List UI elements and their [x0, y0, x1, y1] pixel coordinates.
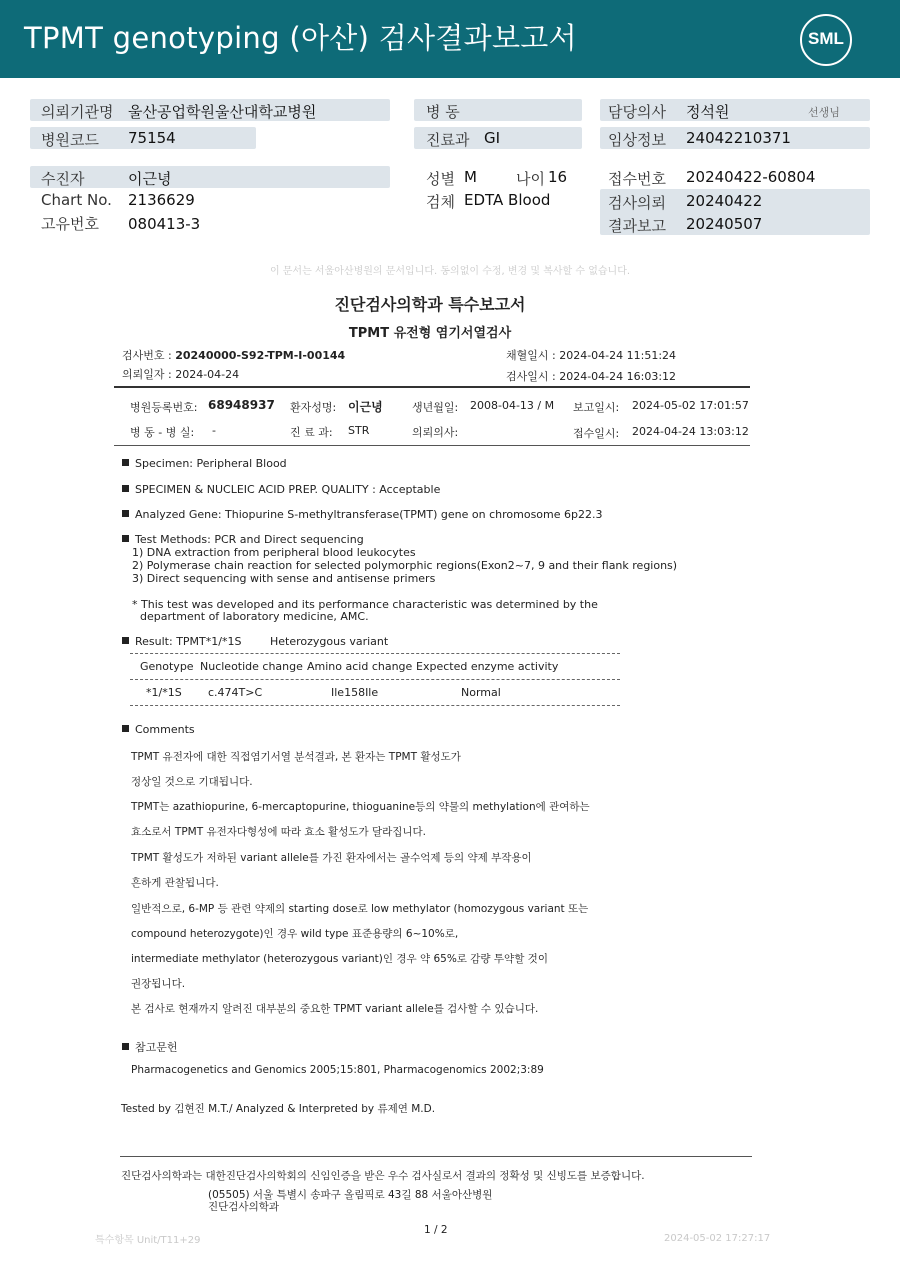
clinical-label: 임상정보	[608, 131, 666, 149]
doc-dept-label: 진 료 과:	[290, 426, 333, 439]
td-nucleotide: c.474T>C	[208, 686, 263, 699]
test-time: 검사일시 : 2024-04-24 16:03:12	[506, 370, 677, 383]
th-amino: Amino acid change	[307, 660, 413, 673]
th-nucleotide: Nucleotide change	[200, 660, 303, 673]
comment-line: 권장됩니다.	[131, 978, 186, 990]
reg-value: 68948937	[208, 398, 275, 412]
divider-footer	[120, 1156, 752, 1157]
name-label: 환자성명:	[290, 401, 337, 414]
receipt-time-label: 접수일시:	[573, 427, 620, 440]
method-2: 2) Polymerase chain reaction for selected polymorphic regions(Exon2~7, 9 and their flank regions)	[132, 559, 678, 572]
patient-value: 이근녕	[128, 170, 172, 188]
gene-text: Analyzed Gene: Thiopurine S-methyltransferase(TPMT) gene on chromosome 6p22.3	[135, 508, 603, 521]
doc-subtitle: TPMT 유전형 염기서열검사	[348, 326, 512, 341]
methods-title: Test Methods: PCR and Direct sequencing	[135, 533, 364, 546]
age-value: 16	[548, 168, 568, 186]
note-line-1: * This test was developed and its performance characteristic was determined by the	[132, 598, 598, 611]
methods-line	[122, 533, 364, 546]
result-label: Result: TPMT*1/*1S	[135, 635, 242, 648]
method-1: 1) DNA extraction from peripheral blood leukocytes	[132, 546, 416, 559]
ordering-org-label: 의뢰기관명	[41, 103, 114, 121]
ward-label: 병 동	[426, 103, 460, 121]
hospital-code-value: 75154	[128, 129, 176, 147]
bullet-icon	[122, 485, 129, 492]
quality-text: SPECIMEN & NUCLEIC ACID PREP. QUALITY : Acceptable	[135, 483, 441, 496]
comments-heading	[122, 723, 195, 736]
test-number-label: 검사번호 :	[122, 349, 172, 362]
note-line-2: department of laboratory medicine, AMC.	[140, 610, 369, 623]
report-label: 결과보고	[608, 217, 666, 235]
certification-text: 진단검사의학과는 대한진단검사의학회의 신임인증을 받은 우수 검사실로서 결과의 정확성 및 신빙도를 보증합니다.	[121, 1170, 645, 1182]
gene-line	[122, 508, 602, 521]
address-dept: 진단검사의학과	[208, 1201, 280, 1213]
comment-line: 효소로서 TPMT 유전자다형성에 따라 효소 활성도가 달라집니다.	[131, 826, 427, 838]
comment-line: TPMT 활성도가 저하된 variant allele를 가진 환자에서는 골수억제 등의 약제 부작용이	[131, 852, 532, 864]
request-value: 20240422	[686, 192, 763, 210]
doc-title: 진단검사의학과 특수보고서	[334, 295, 526, 314]
divider-top	[114, 386, 750, 388]
chart-value: 2136629	[128, 191, 195, 209]
specimen-line	[122, 457, 287, 470]
logo-text: SML	[808, 29, 844, 48]
age-label: 나이	[516, 170, 545, 188]
header-banner	[0, 0, 900, 78]
name-value: 이근녕	[348, 400, 383, 414]
dept-value: GI	[484, 129, 501, 147]
doctor-suffix: 선생님	[808, 106, 840, 119]
refs-title: 참고문헌	[135, 1041, 178, 1054]
request-label: 검사의뢰	[608, 194, 666, 212]
dob-label: 생년월일:	[412, 401, 459, 414]
report-time-value: 2024-05-02 17:01:57	[632, 399, 749, 412]
ward-room-value: -	[212, 424, 216, 437]
bullet-icon	[122, 637, 129, 644]
specimen-text: Specimen: Peripheral Blood	[135, 457, 287, 470]
th-genotype: Genotype	[140, 660, 194, 673]
hospital-code-label: 병원코드	[41, 131, 99, 149]
copy-notice: 이 문서는 서울아산병원의 문서입니다. 동의없이 수정, 변경 및 복사할 수 없습니다.	[269, 266, 631, 277]
ordering-org-value: 울산공업학원울산대학교병원	[128, 103, 317, 121]
unique-label: 고유번호	[41, 215, 99, 233]
table-rule-top	[130, 653, 620, 654]
method-3: 3) Direct sequencing with sense and antisense primers	[132, 572, 436, 585]
patient-label: 수진자	[41, 170, 85, 188]
comment-line: 본 검사로 현재까지 알려진 대부분의 중요한 TPMT variant allele를 검사할 수 있습니다.	[131, 1003, 539, 1015]
table-rule-bottom	[130, 705, 620, 706]
report-value: 20240507	[686, 215, 763, 233]
receipt-value: 20240422-60804	[686, 168, 816, 186]
doctor-label: 담당의사	[608, 103, 666, 121]
comment-line: TPMT는 azathiopurine, 6-mercaptopurine, thioguanine등의 약물의 methylation에 관여하는	[131, 801, 590, 813]
clinical-value: 24042210371	[686, 129, 791, 147]
table-rule-mid	[130, 679, 620, 680]
reg-label: 병원등록번호:	[130, 401, 198, 414]
page-number: 1 / 2	[424, 1224, 448, 1236]
sex-label: 성별	[426, 170, 455, 188]
td-genotype: *1/*1S	[146, 686, 182, 699]
comment-line: 일반적으로, 6-MP 등 관련 약제의 starting dose로 low methylator (homozygous variant 또는	[131, 903, 589, 915]
doctor-value: 정석원	[686, 103, 730, 121]
comment-line: intermediate methylator (heterozygous variant)인 경우 약 65%로 감량 투약할 것이	[131, 953, 548, 965]
result-line	[122, 635, 241, 648]
tested-by: Tested by 김현진 M.T./ Analyzed & Interpreted by 류제연 M.D.	[121, 1103, 436, 1115]
dob-value: 2008-04-13 / M	[470, 399, 555, 412]
td-amino: Ile158Ile	[331, 686, 379, 699]
comment-line: compound heterozygote)인 경우 wild type 표준용량의 6~10%로,	[131, 928, 459, 940]
td-enzyme: Normal	[461, 686, 501, 699]
bullet-icon	[122, 459, 129, 466]
refs-heading	[122, 1039, 178, 1055]
specimen-value: EDTA Blood	[464, 191, 551, 209]
req-doctor-label: 의뢰의사:	[412, 426, 459, 439]
comment-line: 정상일 것으로 기대됩니다.	[131, 776, 253, 788]
bullet-icon	[122, 510, 129, 517]
specimen-label: 검체	[426, 193, 455, 211]
receipt-time-value: 2024-04-24 13:03:12	[632, 425, 749, 438]
bullet-icon	[122, 1043, 129, 1050]
test-number-value: 20240000-S92-TPM-I-00144	[175, 349, 346, 362]
result-value: Heterozygous variant	[270, 635, 389, 648]
request-date: 의뢰일자 : 2024-04-24	[122, 368, 240, 381]
footer-unit: 특수항목 Unit/T11+29	[95, 1235, 201, 1246]
sml-logo	[800, 14, 852, 66]
chart-label: Chart No.	[41, 191, 112, 209]
report-time-label: 보고일시:	[573, 401, 620, 414]
sex-value: M	[464, 168, 477, 186]
bullet-icon	[122, 535, 129, 542]
test-number	[122, 347, 345, 363]
collect-time: 채혈일시 : 2024-04-24 11:51:24	[506, 349, 677, 362]
th-enzyme: Expected enzyme activity	[416, 660, 559, 673]
comments-title: Comments	[135, 723, 195, 736]
refs-text: Pharmacogenetics and Genomics 2005;15:801, Pharmacogenomics 2002;3:89	[131, 1064, 544, 1076]
dept-label: 진료과	[426, 131, 470, 149]
quality-line	[122, 483, 440, 496]
footer-timestamp: 2024-05-02 17:27:17	[664, 1233, 771, 1244]
receipt-label: 접수번호	[608, 170, 666, 188]
bullet-icon	[122, 725, 129, 732]
unique-value: 080413-3	[128, 215, 201, 233]
report-title: TPMT genotyping (아산) 검사결과보고서	[24, 21, 577, 55]
comment-line: TPMT 유전자에 대한 직접염기서열 분석결과, 본 환자는 TPMT 활성도가	[131, 751, 461, 763]
address-text: (05505) 서울 특별시 송파구 올림픽로 43길 88 서울아산병원	[208, 1189, 493, 1201]
doc-dept-value: STR	[348, 424, 370, 437]
divider-header	[114, 445, 750, 446]
comment-line: 흔하게 관찰됩니다.	[131, 877, 219, 889]
ward-room-label: 병 동 - 병 실:	[130, 426, 195, 439]
